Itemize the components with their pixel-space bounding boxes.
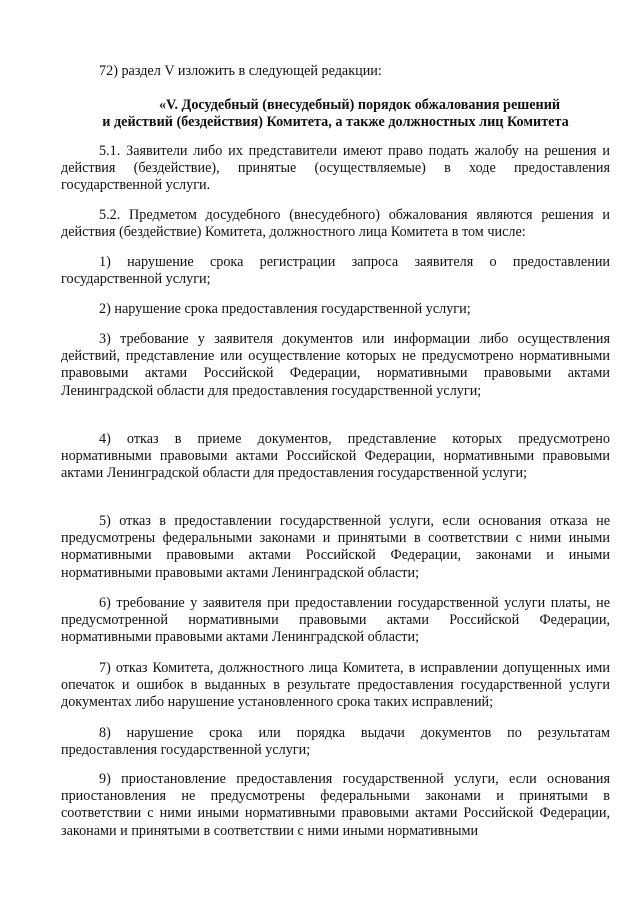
heading-line-1: «V. Досудебный (внесудебный) порядок обжалования решений [158, 97, 561, 113]
list-item-5: 5) отказ в предоставлении государственной услуги, если основания отказа не предусмотрены федеральными законами и принятыми в соответствии с ними иными нормативными правовыми актами Российской Федерации, законами и иными нормативными правовыми актами Ленинградской области; [61, 513, 610, 581]
intro-paragraph: 72) раздел V изложить в следующей редакции: [99, 63, 382, 79]
heading-line-2: и действий (бездействия) Комитета, а также должностных лиц Комитета [102, 114, 569, 131]
paragraph-5-1: 5.1. Заявители либо их представители имеют право подать жалобу на решения и действия (бездействие), принятые (осуществляемые) в ходе предоставления государственной услуги. [61, 143, 610, 194]
list-item-1: 1) нарушение срока регистрации запроса заявителя о предоставлении государственной услуги; [61, 254, 610, 288]
list-item-8: 8) нарушение срока или порядка выдачи документов по результатам предоставления государственной услуги; [61, 725, 610, 759]
list-item-3: 3) требование у заявителя документов или информации либо осуществления действий, представление или осуществление которых не предусмотрено нормативными правовыми актами Российской Федерации, нормативными правовыми актами Ленинградской области для предоставления государственной услуги; [61, 331, 610, 399]
list-item-6: 6) требование у заявителя при предоставлении государственной услуги платы, не предусмотренной нормативными правовыми актами Российской Федерации, нормативными правовыми актами Ленинградской области; [61, 595, 610, 646]
paragraph-5-2: 5.2. Предметом досудебного (внесудебного) обжалования являются решения и действия (бездействие) Комитета, должностного лица Комитета в том числе: [61, 207, 610, 241]
list-item-9: 9) приостановление предоставления государственной услуги, если основания приостановления не предусмотрены федеральными законами и принятыми в соответствии с ними иными нормативными правовыми актами Российской Федерации, законами и принятыми в соответствии с ними иными нормативными [61, 771, 610, 839]
list-item-2: 2) нарушение срока предоставления государственной услуги; [99, 301, 471, 317]
section-heading [61, 97, 610, 131]
list-item-4: 4) отказ в приеме документов, представление которых предусмотрено нормативными правовыми актами Российской Федерации, нормативными правовыми актами Ленинградской области для предоставления государственной услуги; [61, 431, 610, 482]
list-item-7: 7) отказ Комитета, должностного лица Комитета, в исправлении допущенных ими опечаток и ошибок в выданных в результате предоставления государственной услуги документах либо нарушение установленного срока таких исправлений; [61, 660, 610, 711]
